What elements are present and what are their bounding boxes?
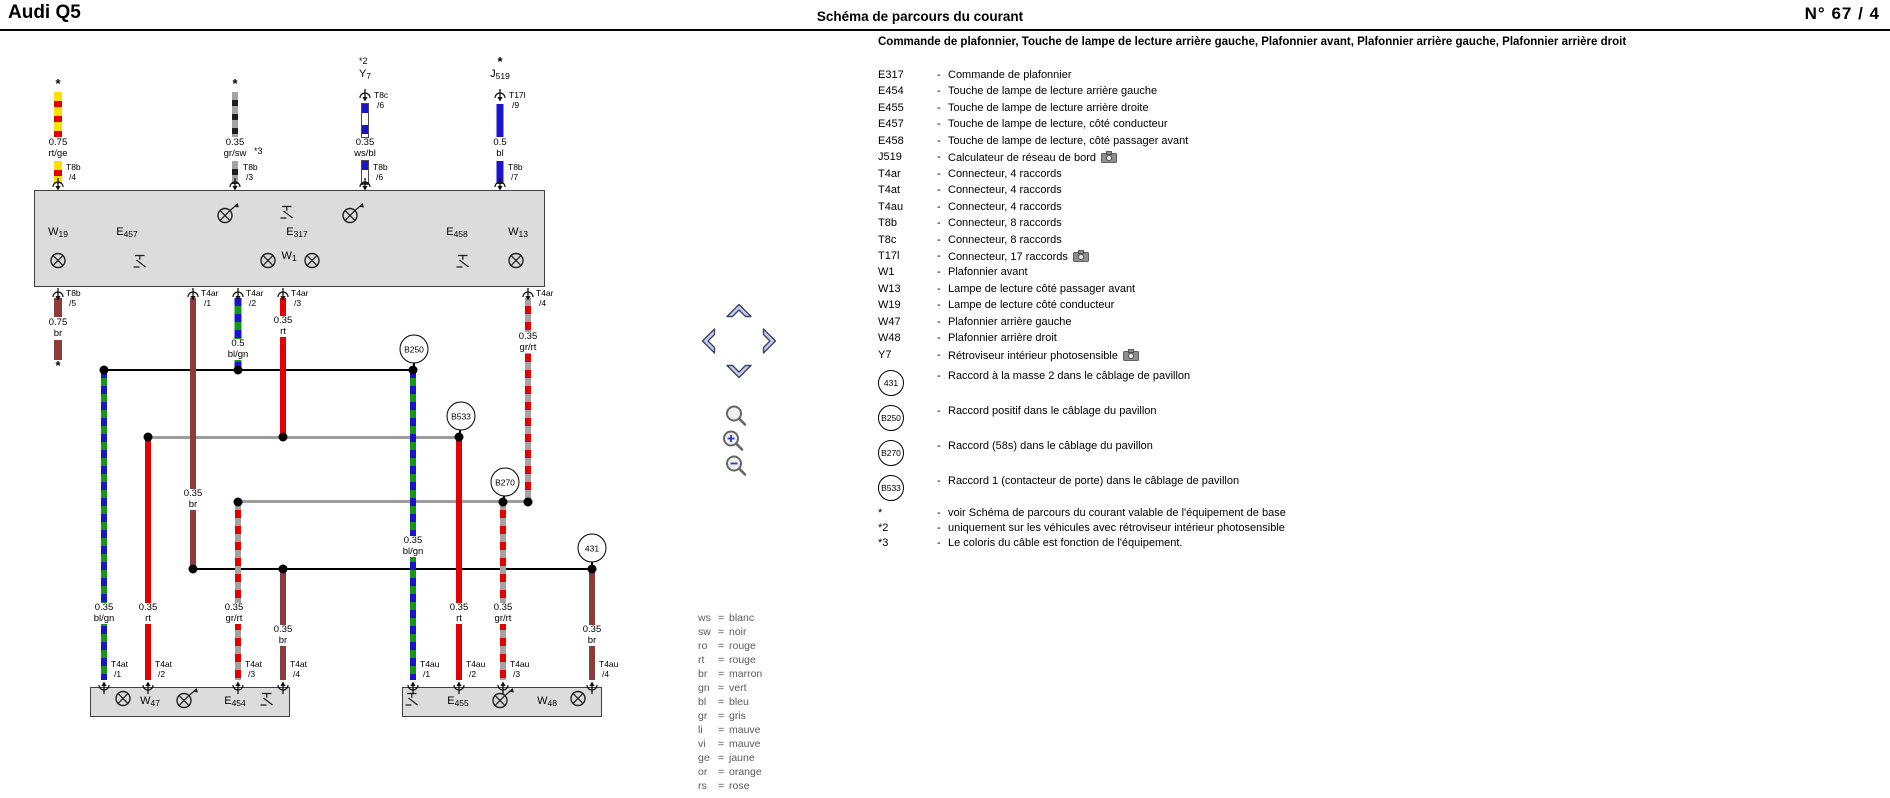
- component-label-e455: E455: [447, 695, 469, 708]
- wire-rt-ge: [54, 92, 62, 137]
- wire-t4ar4-grrt: [525, 298, 531, 503]
- legend-dash: -: [937, 404, 941, 417]
- legend-dash: -: [937, 299, 941, 312]
- legend-label: Touche de lampe de lecture, côté passager avant: [948, 134, 1189, 147]
- legend-dash: -: [937, 233, 941, 246]
- legend-code: T17l: [878, 249, 900, 262]
- junction-dot: [234, 366, 243, 375]
- lamp-icon: [507, 252, 525, 275]
- color-code: gr: [698, 710, 708, 722]
- camera-icon[interactable]: [1073, 250, 1089, 262]
- rail-b270: [238, 500, 529, 503]
- lamp-icon: [49, 252, 67, 275]
- legend-dash: -: [937, 315, 941, 328]
- legend-label: Connecteur, 8 raccords: [948, 217, 1062, 230]
- legend-dash: -: [937, 369, 941, 382]
- color-code: ge: [698, 752, 710, 764]
- color-eq: =: [718, 724, 725, 736]
- legend-label: Raccord à la masse 2 dans le câblage de pavillon: [948, 369, 1191, 382]
- legend-code: T4au: [878, 200, 904, 213]
- wire-gr-sw: [232, 92, 238, 137]
- connector-label-t4au4: T4au /4: [599, 659, 619, 679]
- legend-dash: -: [937, 85, 941, 98]
- connector-symbol-t4ar4: [521, 287, 535, 306]
- legend-code: T4ar: [878, 167, 901, 180]
- color-name: jaune: [729, 752, 755, 764]
- legend-code: E457: [878, 118, 904, 131]
- legend-junction-ref: 431: [878, 370, 904, 396]
- legend-dash: -: [937, 200, 941, 213]
- color-code: br: [698, 668, 708, 680]
- legend-code: T8c: [878, 233, 897, 246]
- legend-label: Plafonnier avant: [948, 266, 1028, 279]
- wire-ws-bl: [362, 104, 368, 137]
- note-star: *: [232, 76, 238, 91]
- legend-dash: -: [937, 134, 941, 147]
- component-label-w48: W48: [537, 695, 557, 708]
- color-eq: =: [718, 766, 725, 778]
- continuation-star: *: [55, 358, 61, 373]
- color-eq: =: [718, 738, 725, 750]
- legend-code: T8b: [878, 217, 897, 230]
- connector-label-t4au1: T4au /1: [420, 659, 440, 679]
- color-code: rs: [698, 780, 707, 792]
- lamp-arrow-icon: [341, 203, 365, 230]
- component-label-w47: W47: [140, 695, 160, 708]
- color-eq: =: [718, 640, 725, 652]
- junction-dot: [588, 565, 597, 574]
- legend-dash: -: [937, 507, 941, 520]
- wire-label-top4: 0.5 bl: [493, 137, 507, 159]
- legend-label: voir Schéma de parcours du courant valable de l'équipement de base: [948, 507, 1286, 520]
- legend-dash: -: [937, 266, 941, 279]
- wire-label-t8b5: 0.75 br: [48, 317, 68, 339]
- connector-symbol-t8b4: [51, 177, 65, 196]
- connector-symbol-t4at4: [276, 676, 290, 695]
- chevron-down-icon: [724, 364, 754, 382]
- switch-icon: [279, 204, 295, 225]
- wire-label-t4au1: 0.35 bl/gn: [402, 535, 424, 557]
- color-name: blanc: [729, 612, 755, 624]
- wire-label-top2: 0.35 gr/sw: [223, 137, 247, 159]
- zoom-out-button[interactable]: [724, 454, 748, 483]
- legend-dash: -: [937, 249, 941, 262]
- legend-label: Connecteur, 4 raccords: [948, 167, 1062, 180]
- color-eq: =: [718, 696, 725, 708]
- component-label-e458: E458: [446, 226, 468, 239]
- connector-symbol-t4au2: [452, 676, 466, 695]
- note-star3: *3: [254, 146, 263, 156]
- component-label-w1: W1: [281, 250, 297, 263]
- wire-t4au2-rt: [456, 437, 462, 680]
- legend-junction-ref: B270: [878, 440, 904, 466]
- legend-dash: -: [937, 101, 941, 114]
- legend-label: Rétroviseur intérieur photosensible: [948, 349, 1139, 362]
- connector-label-t4ar1: T4ar /1: [201, 288, 219, 308]
- component-label-j519: J519: [490, 68, 510, 81]
- connector-label-t8b7: T8b /7: [508, 162, 523, 182]
- color-eq: =: [718, 626, 725, 638]
- camera-icon[interactable]: [1123, 349, 1139, 361]
- junction-dot: [100, 366, 109, 375]
- component-label-y7: Y7: [358, 68, 372, 81]
- vehicle-title: Audi Q5: [8, 2, 81, 23]
- legend-dash: -: [937, 332, 941, 345]
- legend-label: Lampe de lecture côté conducteur: [948, 299, 1115, 312]
- legend-label: uniquement sur les véhicules avec rétroviseur intérieur photosensible: [948, 521, 1285, 534]
- connector-symbol-t8b3: [228, 177, 242, 196]
- connector-label-t8c6: T8c /6: [374, 90, 389, 110]
- legend-label: Lampe de lecture côté passager avant: [948, 282, 1136, 295]
- junction-dot: [279, 433, 288, 442]
- lamp-icon: [259, 252, 277, 275]
- legend-label: Touche de lampe de lecture arrière droite: [948, 101, 1149, 114]
- connector-label-t4at3: T4at /3: [245, 659, 263, 679]
- junction-dot: [189, 565, 198, 574]
- pan-down-button[interactable]: [724, 359, 754, 382]
- color-eq: =: [718, 682, 725, 694]
- wire-label-t4au2: 0.35 rt: [449, 602, 469, 624]
- lamp-arrow-icon: [216, 203, 240, 230]
- legend-label: Connecteur, 4 raccords: [948, 200, 1062, 213]
- wire-label-t4at2: 0.35 rt: [138, 602, 158, 624]
- component-label-e454: E454: [224, 695, 246, 708]
- chevron-right-icon: [762, 326, 780, 356]
- connector-label-t4at2: T4at /2: [155, 659, 173, 679]
- switch-icon: [259, 691, 275, 712]
- color-name: marron: [729, 668, 763, 680]
- junction-dot: [455, 433, 464, 442]
- legend-label: Raccord 1 (contacteur de porte) dans le câblage de pavillon: [948, 474, 1240, 487]
- color-name: mauve: [729, 738, 761, 750]
- legend-dash: -: [937, 151, 941, 164]
- color-name: rouge: [729, 654, 756, 666]
- junction-ref-431: 431: [578, 534, 607, 563]
- legend-code: E317: [878, 69, 904, 81]
- legend-code: W13: [878, 282, 901, 295]
- junction-ref-b250: B250: [400, 335, 429, 364]
- legend-junction-ref: B250: [878, 405, 904, 431]
- wire-t4au1-blgn: [410, 370, 416, 680]
- wire-t4au3-grrt: [500, 502, 506, 680]
- connector-symbol-t4ar3: [276, 287, 290, 306]
- junction-ref-b533: B533: [447, 402, 476, 431]
- legend-code: W19: [878, 299, 901, 312]
- connector-symbol-t4ar2: [231, 287, 245, 306]
- color-code: rt: [698, 654, 705, 666]
- connector-label-t4au2: T4au /2: [466, 659, 486, 679]
- legend-label: Le coloris du câble est fonction de l'équipement.: [948, 536, 1183, 549]
- junction-dot: [524, 498, 533, 507]
- connector-symbol-t8b6: [358, 177, 372, 196]
- legend-code: *3: [878, 536, 889, 549]
- connector-symbol-t8b7: [493, 177, 507, 196]
- color-name: rouge: [729, 640, 756, 652]
- camera-icon[interactable]: [1101, 151, 1117, 163]
- note-star: *: [497, 54, 503, 69]
- legend-dash: -: [937, 184, 941, 197]
- legend-dash: -: [937, 167, 941, 180]
- color-code: li: [698, 724, 703, 736]
- legend-code: Y7: [878, 348, 892, 361]
- connector-label-t4ar4: T4ar /4: [536, 288, 554, 308]
- connector-symbol-t8c6: [358, 88, 372, 107]
- connector-symbol-t17l9: [493, 88, 507, 107]
- wire-t4ar1-br: [190, 298, 196, 570]
- legend-title: Commande de plafonnier, Touche de lampe de lecture arrière gauche, Plafonnier avant, Plafonnier arrière gauche, Plafonnier arrière droit: [878, 36, 1627, 48]
- color-name: rose: [729, 780, 750, 792]
- component-legend: [878, 0, 1890, 798]
- color-eq: =: [718, 668, 725, 680]
- wire-label-top1: 0.75 rt/ge: [48, 137, 68, 159]
- component-label-e317: E317: [286, 226, 308, 239]
- legend-code: W48: [878, 332, 901, 345]
- wire-t8b5-br: [54, 340, 62, 360]
- color-name: orange: [729, 766, 762, 778]
- connector-label-t17l9: T17l /9: [509, 90, 526, 110]
- wire-label-t4au3: 0.35 gr/rt: [493, 602, 513, 624]
- color-code: sw: [698, 626, 711, 638]
- connector-symbol-t4au3: [496, 676, 510, 695]
- color-name: bleu: [729, 696, 749, 708]
- junction-ref-b270: B270: [491, 468, 520, 497]
- connector-symbol-t4at3: [231, 676, 245, 695]
- component-label-w19: W19: [48, 226, 68, 239]
- legend-code: J519: [878, 151, 902, 164]
- color-code: vi: [698, 738, 706, 750]
- magnifier-plus-icon: [721, 429, 745, 453]
- color-eq: =: [718, 654, 725, 666]
- junction-dot: [279, 565, 288, 574]
- connector-label-t8b4: T8b /4: [66, 162, 81, 182]
- connector-label-t8b5: T8b /5: [66, 288, 81, 308]
- color-code: ro: [698, 640, 708, 652]
- wire-label-top3: 0.35 ws/bl: [354, 137, 376, 159]
- legend-label: Connecteur, 4 raccords: [948, 184, 1062, 197]
- wire-label-t4at4: 0.35 br: [273, 624, 293, 646]
- legend-label: Connecteur, 17 raccords: [948, 250, 1089, 263]
- junction-dot: [144, 433, 153, 442]
- junction-dot: [499, 498, 508, 507]
- legend-dash: -: [937, 439, 941, 452]
- connector-label-t4ar2: T4ar /2: [246, 288, 264, 308]
- legend-code: *2: [878, 521, 889, 534]
- legend-code: E455: [878, 101, 904, 114]
- legend-dash: -: [937, 348, 941, 361]
- note-star2: *2: [359, 56, 368, 66]
- page-number: N° 67 / 4: [1804, 4, 1880, 23]
- note-star: *: [55, 76, 61, 91]
- page-title: Schéma de parcours du courant: [816, 9, 1024, 24]
- connector-label-t4at1: T4at /1: [111, 659, 129, 679]
- switch-icon: [132, 253, 148, 274]
- rail-b250: [104, 369, 414, 371]
- pan-left-button[interactable]: [699, 326, 722, 356]
- connector-label-t4au3: T4au /3: [510, 659, 530, 679]
- pan-up-button[interactable]: [724, 301, 754, 324]
- wire-label-t4ar2: 0.5 bl/gn: [227, 338, 249, 360]
- legend-dash: -: [937, 536, 941, 549]
- legend-code: E454: [878, 85, 904, 98]
- color-code: ws: [698, 612, 711, 624]
- connector-symbol-t4at1: [97, 676, 111, 695]
- legend-label: Connecteur, 8 raccords: [948, 233, 1062, 246]
- legend-label: Commande de plafonnier: [948, 69, 1072, 81]
- wire-label-t4at3: 0.35 gr/rt: [224, 602, 244, 624]
- legend-label: Plafonnier arrière gauche: [948, 315, 1072, 328]
- legend-label: Touche de lampe de lecture, côté conducteur: [948, 118, 1168, 131]
- wire-bl: [497, 104, 504, 137]
- color-name: noir: [729, 626, 747, 638]
- component-label-w13: W13: [508, 226, 528, 239]
- chevron-left-icon: [699, 326, 717, 356]
- connector-label-t4ar3: T4ar /3: [291, 288, 309, 308]
- color-eq: =: [718, 780, 725, 792]
- connector-label-t8b6: T8b /6: [373, 162, 388, 182]
- legend-code: E458: [878, 134, 904, 147]
- legend-label: Raccord positif dans le câblage du pavillon: [948, 404, 1157, 417]
- color-name: mauve: [729, 724, 761, 736]
- color-eq: =: [718, 612, 725, 624]
- legend-dash: -: [937, 69, 941, 81]
- junction-dot: [409, 366, 418, 375]
- legend-label: Plafonnier arrière droit: [948, 332, 1057, 345]
- color-name: gris: [729, 710, 746, 722]
- component-label-e457: E457: [116, 226, 138, 239]
- legend-dash: -: [937, 474, 941, 487]
- wire-t4at3-grrt: [235, 502, 241, 680]
- legend-label: Touche de lampe de lecture arrière gauche: [948, 85, 1158, 98]
- color-code: bl: [698, 696, 707, 708]
- color-eq: =: [718, 710, 725, 722]
- rail-431: [193, 568, 593, 570]
- junction-dot: [234, 498, 243, 507]
- wire-t4at1-blgn: [101, 370, 107, 680]
- pan-right-button[interactable]: [757, 326, 780, 356]
- switch-icon: [455, 253, 471, 274]
- legend-code: T4at: [878, 184, 901, 197]
- legend-code: W1: [878, 266, 895, 279]
- connector-symbol-t4au4: [585, 676, 599, 695]
- color-code: gn: [698, 682, 710, 694]
- legend-label: Calculateur de réseau de bord: [948, 151, 1117, 164]
- lamp-icon: [114, 690, 132, 713]
- color-code: or: [698, 766, 708, 778]
- wire-t4at2-rt: [145, 437, 151, 680]
- color-name: vert: [729, 682, 747, 694]
- wire-label-t4at1: 0.35 bl/gn: [93, 602, 115, 624]
- legend-code: *: [878, 507, 883, 520]
- connector-symbol-t4at2: [141, 676, 155, 695]
- wire-label-t4ar3: 0.35 rt: [273, 315, 293, 337]
- wire-label-t4ar1: 0.35 br: [183, 488, 203, 510]
- legend-dash: -: [937, 521, 941, 534]
- chevron-up-icon: [724, 301, 754, 319]
- wire-label-t4ar4: 0.35 gr/rt: [518, 331, 538, 353]
- connector-label-t4at4: T4at /4: [290, 659, 308, 679]
- lamp-arrow-icon: [175, 688, 199, 715]
- legend-junction-ref: B533: [878, 475, 904, 501]
- lamp-icon: [303, 252, 321, 275]
- connector-symbol-t8b5: [51, 287, 65, 306]
- legend-code: W47: [878, 315, 901, 328]
- legend-label: Raccord (58s) dans le câblage du pavillon: [948, 439, 1153, 452]
- connector-symbol-t4ar1: [186, 287, 200, 306]
- legend-dash: -: [937, 118, 941, 131]
- legend-dash: -: [937, 282, 941, 295]
- color-eq: =: [718, 752, 725, 764]
- connector-label-t8b3: T8b /3: [243, 162, 258, 182]
- wire-label-t4au4: 0.35 br: [582, 624, 602, 646]
- legend-dash: -: [937, 217, 941, 230]
- magnifier-minus-icon: [724, 454, 748, 478]
- magnifier-icon: [724, 404, 748, 428]
- connector-symbol-t4au1: [406, 676, 420, 695]
